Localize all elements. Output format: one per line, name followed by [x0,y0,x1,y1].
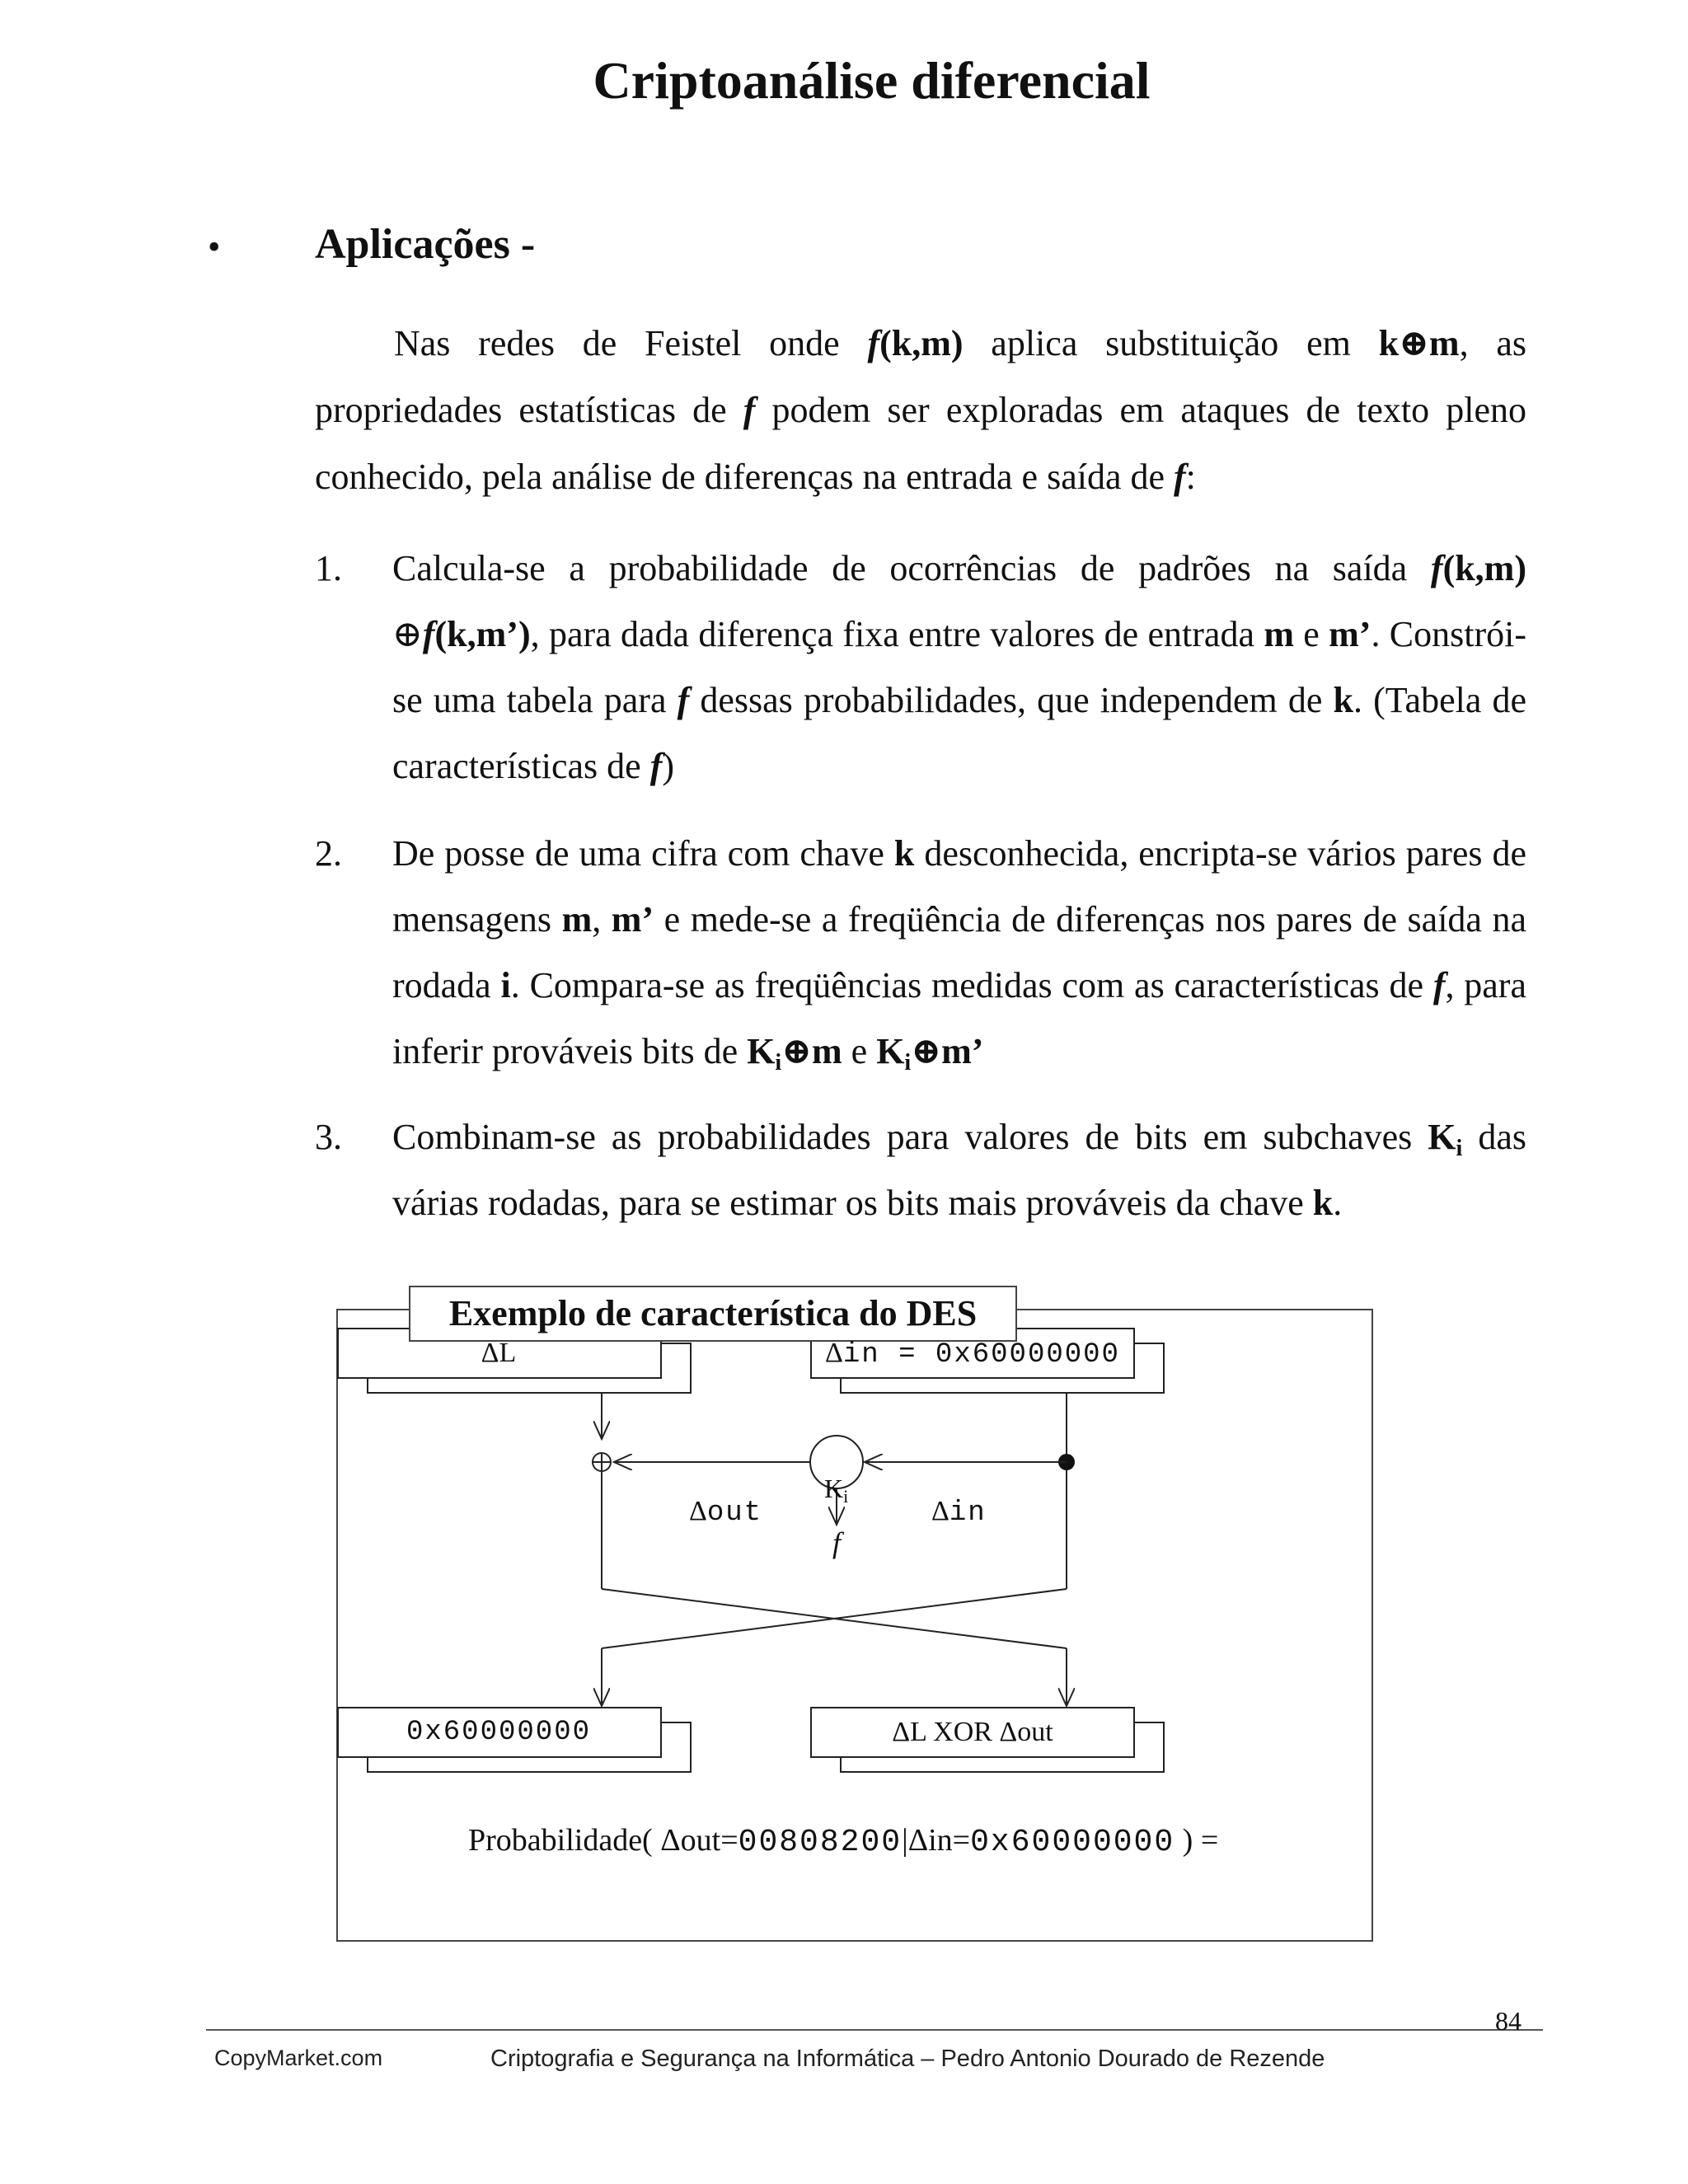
footer-publisher: CopyMarket.com [214,2046,383,2070]
delta-out-label: Δout [689,1496,763,1529]
figure-title: Exemplo de característica do DES [409,1286,1017,1342]
page-number: 84 [1495,2006,1522,2036]
f-function-label: f [832,1526,841,1559]
list-item-text: De posse de uma cifra com chave k desconhecida, encripta-se vários pares de mensagens m, m’ e mede-se a freqüência de diferenças nos pares de saída na rodada i. Compara-se as freqüências medidas com as características de f, para inferir prováveis bits de $K_i\oplus m$ e $K_i\oplus m$’ [392,833,1527,1076]
page-title: Criptoanálise diferencial [593,51,1151,110]
list-item-text: Calcula-se a probabilidade de ocorrências de padrões na saída f(k,m) ⊕f(k,m’), para dada diferença fixa entre valores de entrada m e m’. Constrói-se uma tabela para f dessas probabilidades, que independem de k. (Tabela de características de f) [392,548,1527,786]
list-number: 1. [315,548,342,588]
register-delta-in-label: Δin = 0x60000000 [825,1338,1120,1371]
list-number: 2. [315,833,342,874]
footer-divider [206,2029,1543,2031]
register-bottom-right-label: ΔL XOR Δout [892,1717,1053,1747]
delta-in-label: Δin [931,1496,987,1529]
des-characteristic-figure [336,1293,1373,1942]
bullet-marker: • [208,227,221,267]
register-delta-l-label: ΔL [481,1338,517,1368]
register-bottom-left-label: 0x60000000 [406,1717,592,1748]
key-label: $K_i$ [824,1474,849,1507]
list-item-text: Combinam-se as probabilidades para valores de bits em subchaves $K_i$ das várias rodadas, para se estimar os bits mais prováveis da chave k. [392,1117,1526,1223]
probability-expression: Probabilidade( Δout=00808200|Δin=0x60000000 ) = [468,1823,1219,1860]
section-heading: Aplicações - [315,221,536,268]
list-number: 3. [315,1117,342,1157]
footer-book-title: Criptografia e Segurança na Informática – Pedro Antonio Dourado de Rezende [490,2046,1325,2072]
intro-paragraph: Nas redes de Feistel onde f(k,m) aplica substituição em k⊕m, as propriedades estatísticas de f podem ser exploradas em ataques de texto pleno conhecido, pela análise de diferenças na entrada e saída de f: [315,323,1527,497]
